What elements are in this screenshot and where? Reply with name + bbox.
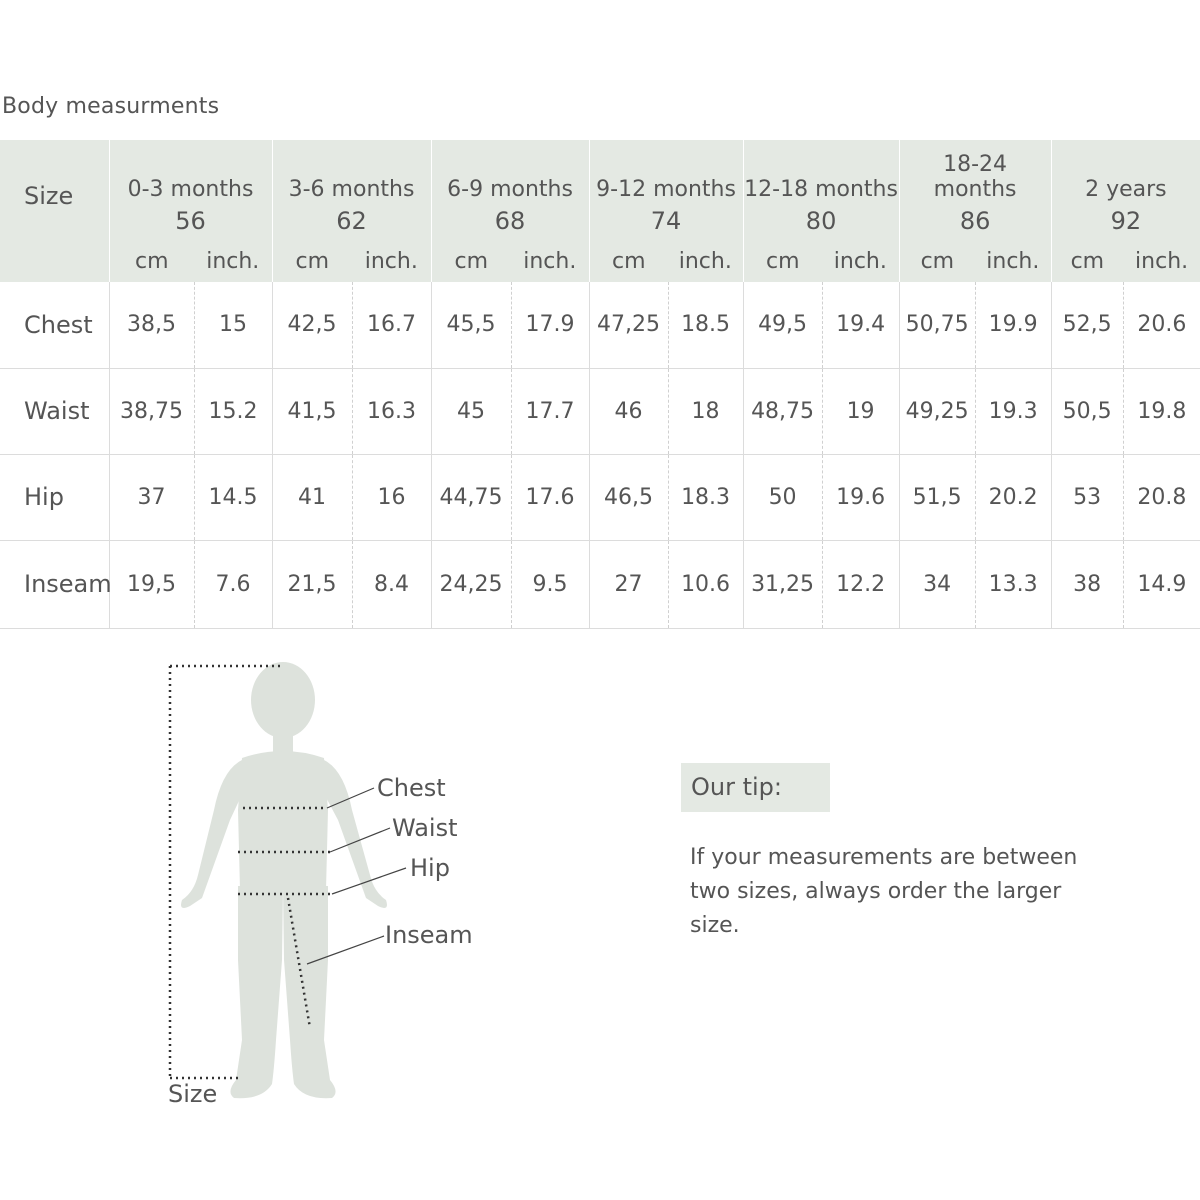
child-silhouette-icon — [150, 660, 490, 1120]
table-cell: 7.6 — [194, 540, 272, 628]
unit-inch: inch. — [1123, 240, 1200, 282]
table-cell: 46,5 — [589, 454, 668, 540]
table-cell: 19.4 — [822, 282, 899, 368]
size-row — [0, 202, 1200, 240]
table-cell: 27 — [589, 540, 668, 628]
unit-corner — [0, 240, 109, 282]
age-header: 3-6 months — [272, 140, 431, 202]
table-cell: 53 — [1051, 454, 1123, 540]
unit-inch: inch. — [352, 240, 431, 282]
age-header: 9-12 months — [589, 140, 743, 202]
size-corner-label: Size — [0, 140, 109, 240]
table-cell: 50,75 — [899, 282, 975, 368]
table-cell: 16 — [352, 454, 431, 540]
unit-cm: cm — [1051, 240, 1123, 282]
table-cell: 18.5 — [668, 282, 743, 368]
table-cell: 44,75 — [431, 454, 511, 540]
unit-inch: inch. — [975, 240, 1051, 282]
table-cell: 21,5 — [272, 540, 352, 628]
table-cell: 47,25 — [589, 282, 668, 368]
table-row-chest — [0, 282, 1200, 368]
table-row-waist — [0, 368, 1200, 454]
page-title: Body measurments — [2, 94, 220, 119]
age-header: 2 years — [1051, 140, 1200, 202]
table-cell: 19.3 — [975, 368, 1051, 454]
chest-label: Chest — [377, 774, 446, 802]
unit-inch: inch. — [194, 240, 272, 282]
unit-row — [0, 240, 1200, 282]
tip-heading-box — [681, 763, 830, 812]
unit-cm: cm — [589, 240, 668, 282]
row-label: Hip — [0, 454, 109, 540]
table-row-inseam — [0, 540, 1200, 628]
child-body — [181, 662, 387, 1098]
table-cell: 12.2 — [822, 540, 899, 628]
table-cell: 16.3 — [352, 368, 431, 454]
table-cell: 49,5 — [743, 282, 822, 368]
table-cell: 16.7 — [352, 282, 431, 368]
table-cell: 14.5 — [194, 454, 272, 540]
table-cell: 15.2 — [194, 368, 272, 454]
unit-inch: inch. — [511, 240, 589, 282]
table-cell: 20.2 — [975, 454, 1051, 540]
table-cell: 19,5 — [109, 540, 194, 628]
unit-cm: cm — [899, 240, 975, 282]
size-header: 56 — [109, 202, 272, 240]
waist-label: Waist — [392, 814, 458, 842]
size-header: 86 — [899, 202, 1051, 240]
table-row-hip — [0, 454, 1200, 540]
hip-label: Hip — [410, 854, 450, 882]
table-cell: 18.3 — [668, 454, 743, 540]
tip-text: If your measurements are between two sizes, always order the larger size. — [690, 845, 1078, 938]
table-cell: 38 — [1051, 540, 1123, 628]
size-chart-table — [0, 140, 1200, 629]
table-cell: 48,75 — [743, 368, 822, 454]
table-cell: 10.6 — [668, 540, 743, 628]
size-header: 74 — [589, 202, 743, 240]
table-cell: 37 — [109, 454, 194, 540]
size-header: 92 — [1051, 202, 1200, 240]
table-cell: 17.7 — [511, 368, 589, 454]
table-cell: 41 — [272, 454, 352, 540]
size-header: 68 — [431, 202, 589, 240]
table-cell: 49,25 — [899, 368, 975, 454]
table-cell: 38,5 — [109, 282, 194, 368]
table-cell: 31,25 — [743, 540, 822, 628]
unit-cm: cm — [431, 240, 511, 282]
table-cell: 9.5 — [511, 540, 589, 628]
table-cell: 42,5 — [272, 282, 352, 368]
row-label: Waist — [0, 368, 109, 454]
table-cell: 19.9 — [975, 282, 1051, 368]
size-label: Size — [168, 1080, 218, 1108]
table-cell: 45,5 — [431, 282, 511, 368]
table-cell: 8.4 — [352, 540, 431, 628]
table-cell: 19 — [822, 368, 899, 454]
tip-heading: Our tip: — [691, 773, 782, 801]
table-cell: 20.8 — [1123, 454, 1200, 540]
table-cell: 15 — [194, 282, 272, 368]
table-cell: 41,5 — [272, 368, 352, 454]
size-header: 80 — [743, 202, 899, 240]
table-cell: 50,5 — [1051, 368, 1123, 454]
unit-cm: cm — [743, 240, 822, 282]
table-cell: 20.6 — [1123, 282, 1200, 368]
age-header: 6-9 months — [431, 140, 589, 202]
age-header: 0-3 months — [109, 140, 272, 202]
table-cell: 34 — [899, 540, 975, 628]
row-label: Chest — [0, 282, 109, 368]
unit-cm: cm — [272, 240, 352, 282]
table-cell: 52,5 — [1051, 282, 1123, 368]
table-cell: 46 — [589, 368, 668, 454]
table-cell: 14.9 — [1123, 540, 1200, 628]
age-row — [0, 140, 1200, 202]
size-header: 62 — [272, 202, 431, 240]
age-header: 18-24 months — [899, 140, 1051, 202]
unit-inch: inch. — [822, 240, 899, 282]
unit-inch: inch. — [668, 240, 743, 282]
table-cell: 45 — [431, 368, 511, 454]
table-cell: 13.3 — [975, 540, 1051, 628]
table-cell: 51,5 — [899, 454, 975, 540]
table-cell: 17.9 — [511, 282, 589, 368]
table-cell: 38,75 — [109, 368, 194, 454]
child-measurement-figure — [150, 660, 490, 1120]
row-label: Inseam — [0, 540, 109, 628]
age-header: 12-18 months — [743, 140, 899, 202]
inseam-label: Inseam — [385, 921, 473, 949]
table-cell: 18 — [668, 368, 743, 454]
table-cell: 19.8 — [1123, 368, 1200, 454]
table-cell: 19.6 — [822, 454, 899, 540]
table-cell: 24,25 — [431, 540, 511, 628]
unit-cm: cm — [109, 240, 194, 282]
table-cell: 17.6 — [511, 454, 589, 540]
table-cell: 50 — [743, 454, 822, 540]
